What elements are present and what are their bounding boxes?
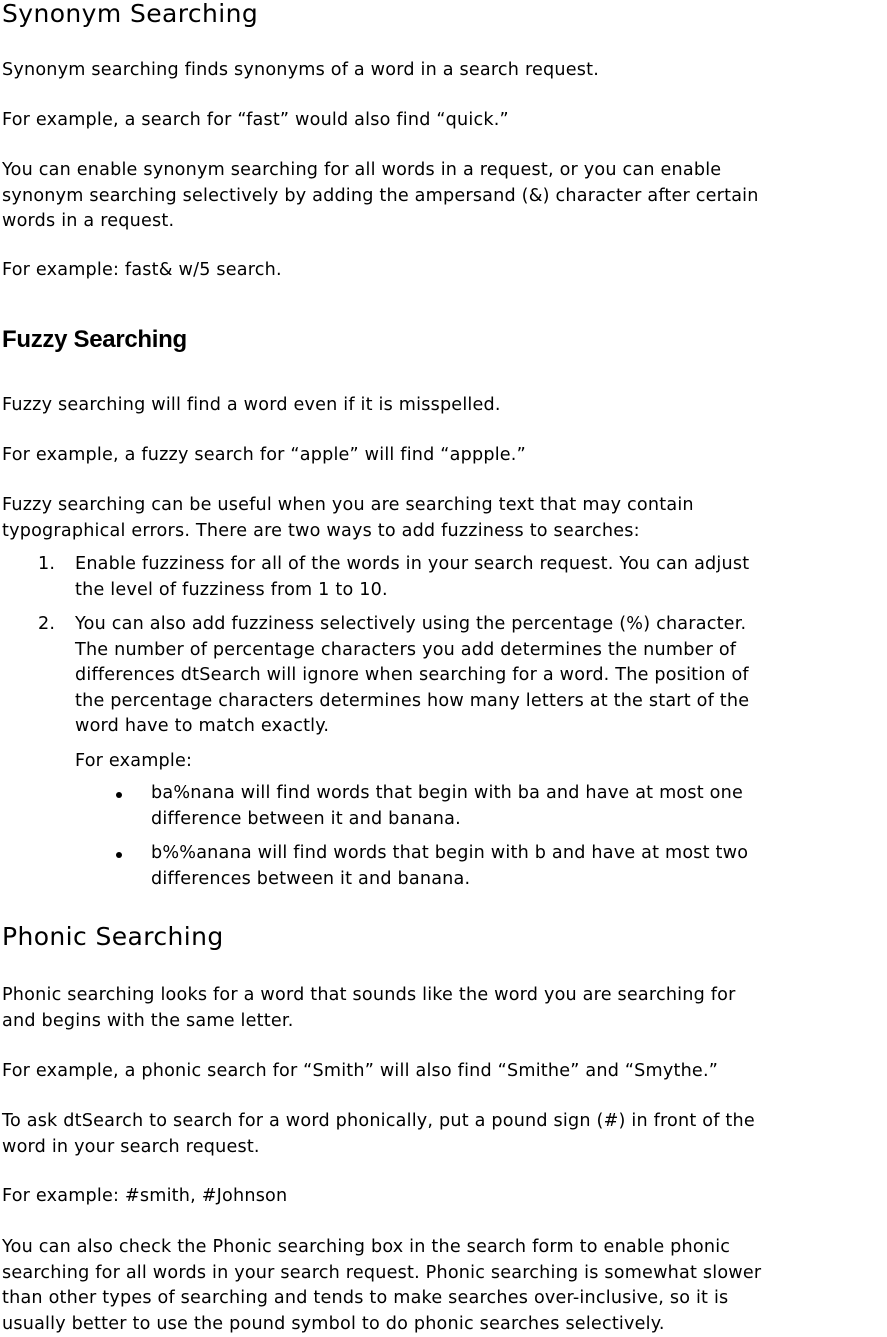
bullet-line: difference between it and banana. <box>151 807 854 833</box>
synonym-example: For example, a search for “fast” would also find “quick.” <box>2 108 509 134</box>
synonym-syntax-example: For example: fast& w/5 search. <box>2 258 282 284</box>
list-item-line: word have to match exactly. <box>75 714 878 740</box>
paragraph-line: You can enable synonym searching for all words in a request, or you can enable <box>2 158 759 184</box>
paragraph-line: typographical errors. There are two ways to add fuzziness to searches: <box>2 519 694 545</box>
paragraph-line: word in your search request. <box>2 1135 755 1161</box>
list-item-line: The number of percentage characters you add determines the number of <box>75 638 878 664</box>
bullet-line: differences between it and banana. <box>151 867 854 893</box>
synonym-usage-paragraph <box>2 158 759 235</box>
paragraph-line: Phonic searching looks for a word that sounds like the word you are searching for <box>2 983 736 1009</box>
phonic-checkbox-paragraph <box>2 1235 761 1337</box>
list-item <box>38 552 878 603</box>
list-number: 1. <box>38 552 55 578</box>
bullet-icon <box>116 792 122 798</box>
list-item-line: differences dtSearch will ignore when searching for a word. The position of <box>75 663 878 689</box>
synonym-intro: Synonym searching finds synonyms of a word in a search request. <box>2 58 599 84</box>
list-item <box>38 612 878 774</box>
bullet-icon <box>116 852 122 858</box>
fuzzy-example: For example, a fuzzy search for “apple” will find “appple.” <box>2 443 526 469</box>
list-item-line: the level of fuzziness from 1 to 10. <box>75 578 878 604</box>
phonic-syntax-example: For example: #smith, #Johnson <box>2 1184 287 1210</box>
bullet-item <box>114 841 854 892</box>
paragraph-line: Fuzzy searching can be useful when you are searching text that may contain <box>2 493 694 519</box>
paragraph-line: synonym searching selectively by adding the ampersand (&) character after certain <box>2 184 759 210</box>
fuzzy-intro: Fuzzy searching will find a word even if it is misspelled. <box>2 393 501 419</box>
fuzzy-examples-list <box>114 781 854 892</box>
bullet-item <box>114 781 854 832</box>
paragraph-line: and begins with the same letter. <box>2 1009 736 1035</box>
list-item-line: Enable fuzziness for all of the words in your search request. You can adjust <box>75 552 878 578</box>
fuzzy-methods-list <box>38 552 878 774</box>
list-item-line: the percentage characters determines how many letters at the start of the <box>75 689 878 715</box>
phonic-example: For example, a phonic search for “Smith” will also find “Smithe” and “Smythe.” <box>2 1059 718 1085</box>
phonic-heading: Phonic Searching <box>2 923 224 951</box>
fuzzy-heading: Fuzzy Searching <box>2 326 187 354</box>
paragraph-line: words in a request. <box>2 209 759 235</box>
bullet-line: ba%nana will find words that begin with ba and have at most one <box>151 781 854 807</box>
paragraph-line: To ask dtSearch to search for a word phonically, put a pound sign (#) in front of the <box>2 1109 755 1135</box>
bullet-line: b%%anana will find words that begin with b and have at most two <box>151 841 854 867</box>
paragraph-line: You can also check the Phonic searching box in the search form to enable phonic <box>2 1235 761 1261</box>
list-number: 2. <box>38 612 55 638</box>
synonym-heading: Synonym Searching <box>2 0 258 28</box>
example-label: For example: <box>75 749 878 775</box>
phonic-usage-paragraph <box>2 1109 755 1160</box>
list-item-line: You can also add fuzziness selectively using the percentage (%) character. <box>75 612 878 638</box>
paragraph-line: than other types of searching and tends to make searches over-inclusive, so it is <box>2 1286 761 1312</box>
phonic-intro-paragraph <box>2 983 736 1034</box>
paragraph-line: searching for all words in your search request. Phonic searching is somewhat slower <box>2 1261 761 1287</box>
fuzzy-usage-paragraph <box>2 493 694 544</box>
paragraph-line: usually better to use the pound symbol to do phonic searches selectively. <box>2 1312 761 1337</box>
